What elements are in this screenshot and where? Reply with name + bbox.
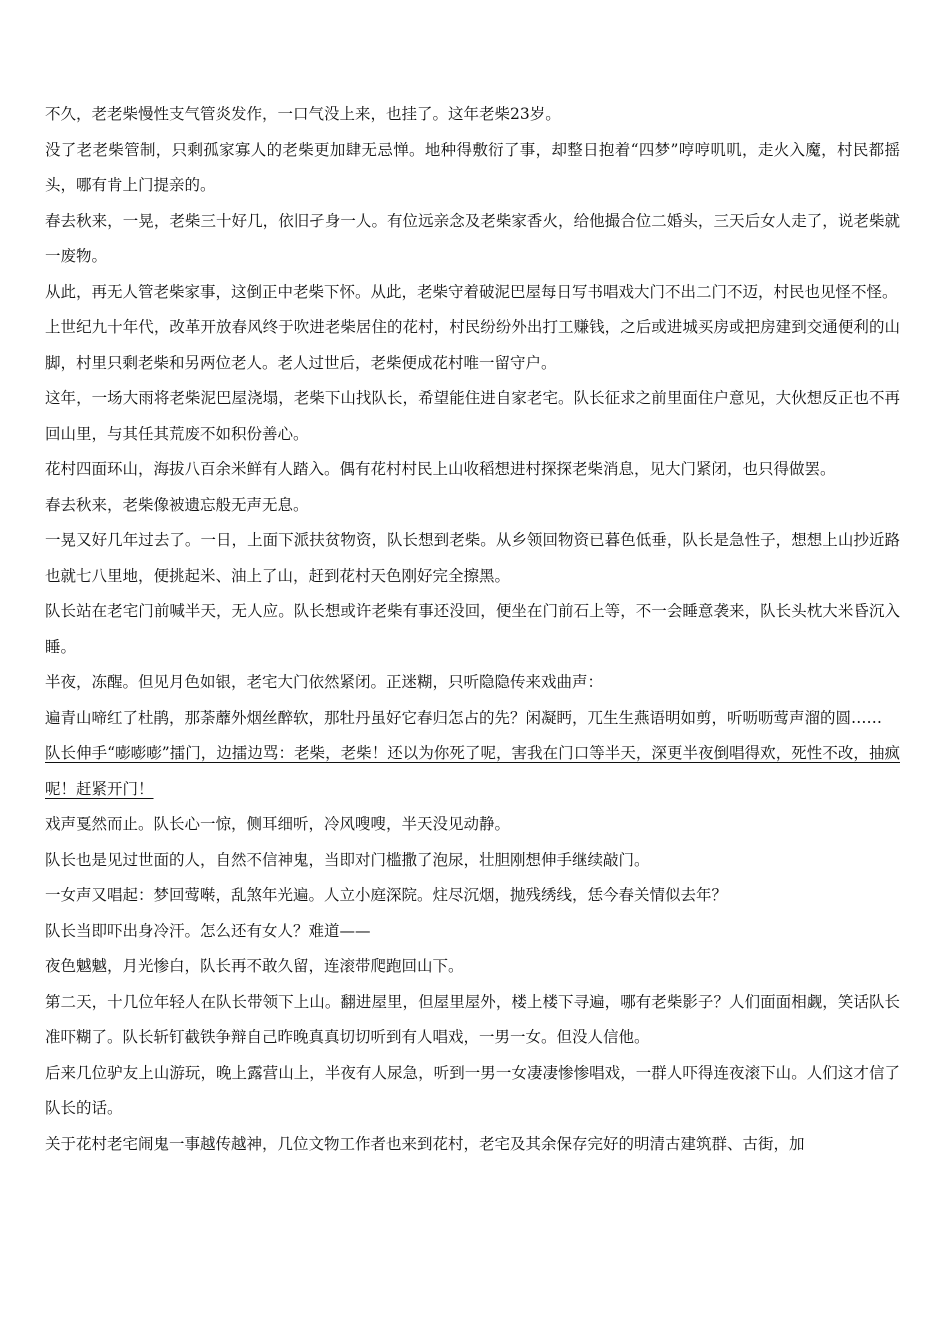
paragraph-11: 半夜，冻醒。但见月色如银，老宅大门依然紧闭。正迷糊，只听隐隐传来戏曲声：: [45, 673, 604, 691]
paragraph-12-opera-lyrics: 遍青山啼红了杜鹃，那荼蘼外烟丝醉软，那牡丹虽好它春归怎占的先？闲凝眄，兀生生燕语明如剪，听呖呖莺声溜的圆……: [45, 708, 883, 727]
paragraph-18: 夜色魆魆，月光惨白，队长再不敢久留，连滚带爬跑回山下。: [45, 957, 464, 975]
paragraph-4: 从此，再无人管老柴家事，这倒正中老柴下怀。从此，老柴守着破泥巴屋每日写书唱戏大门不出二门不迈，村民也见怪不怪。: [45, 282, 898, 301]
paragraph-16: 一女声又唱起：梦回莺啭，乱煞年光遍。人立小庭深院。炷尽沉烟，抛残绣线，恁今春关情似去年？: [45, 886, 728, 904]
document-page: [45, 97, 900, 1162]
paragraph-19: 第二天，十几位年轻人在队长带领下上山。翻进屋里，但屋里屋外，楼上楼下寻遍，哪有老柴影子？人们面面相觑，笑话队长准吓糊了。队长斩钉截铁争辩自己昨晚真真切切听到有人唱戏，一男一女。但没人信他。: [45, 992, 900, 1046]
paragraph-9: 一晃又好几年过去了。一日，上面下派扶贫物资，队长想到老柴。从乡领回物资已暮色低垂，队长是急性子，想想上山抄近路也就七八里地，便挑起米、油上了山，赶到花村天色刚好完全擦黑。: [45, 531, 900, 585]
paragraph-5: 上世纪九十年代，改革开放春风终于吹进老柴居住的花村，村民纷纷外出打工赚钱，之后或进城买房或把房建到交通便利的山脚，村里只剩老柴和另两位老人。老人过世后，老柴便成花村唯一留守户。: [45, 318, 900, 372]
paragraph-10: 队长站在老宅门前喊半天，无人应。队长想或许老柴有事还没回，便坐在门前石上等，不一会睡意袭来，队长头枕大米昏沉入睡。: [45, 602, 900, 656]
paragraph-8: 春去秋来，老柴像被遗忘般无声无息。: [45, 495, 309, 514]
paragraph-3: 春去秋来，一晃，老柴三十好几，依旧孑身一人。有位远亲念及老柴家香火，给他撮合位二婚头，三天后女人走了，说老柴就一废物。: [45, 211, 900, 265]
paragraph-15: 队长也是见过世面的人，自然不信神鬼，当即对门槛撒了泡尿，壮胆刚想伸手继续敲门。: [45, 850, 650, 869]
paragraph-14: 戏声戛然而止。队长心一惊，侧耳细听，冷风嗖嗖，半天没见动静。: [45, 815, 511, 833]
paragraph-6: 这年，一场大雨将老柴泥巴屋浇塌，老柴下山找队长，希望能住进自家老宅。队长征求之前里面住户意见，大伙想反正也不再回山里，与其任其荒废不如积份善心。: [45, 389, 900, 443]
paragraph-7: 花村四面环山，海拔八百余米鲜有人踏入。偶有花村村民上山收稻想进村探探老柴消息，见大门紧闭，也只得做罢。: [45, 460, 836, 478]
paragraph-20: 后来几位驴友上山游玩，晚上露营山上，半夜有人尿急，听到一男一女凄凄惨惨唱戏，一群人吓得连夜滚下山。人们这才信了队长的话。: [45, 1063, 900, 1117]
paragraph-1: 不久，老老柴慢性支气管炎发作，一口气没上来，也挂了。这年老柴23岁。: [45, 105, 561, 123]
paragraph-17: 队长当即吓出身冷汗。怎么还有女人？难道——: [45, 921, 371, 940]
paragraph-2: 没了老老柴管制，只剩孤家寡人的老柴更加肆无忌惮。地种得敷衍了事，却整日抱着“四梦”哼哼叽叽，走火入魔，村民都摇头，哪有肯上门提亲的。: [45, 140, 900, 194]
paragraph-13-underlined: 队长伸手“嘭嘭嘭”擂门，边擂边骂：老柴，老柴！还以为你死了呢，害我在门口等半天，深更半夜倒唱得欢，死性不改，抽疯呢！赶紧开门！: [45, 744, 900, 798]
paragraph-21: 关于花村老宅闹鬼一事越传越神，几位文物工作者也来到花村，老宅及其余保存完好的明清古建筑群、古街，加: [45, 1134, 805, 1153]
